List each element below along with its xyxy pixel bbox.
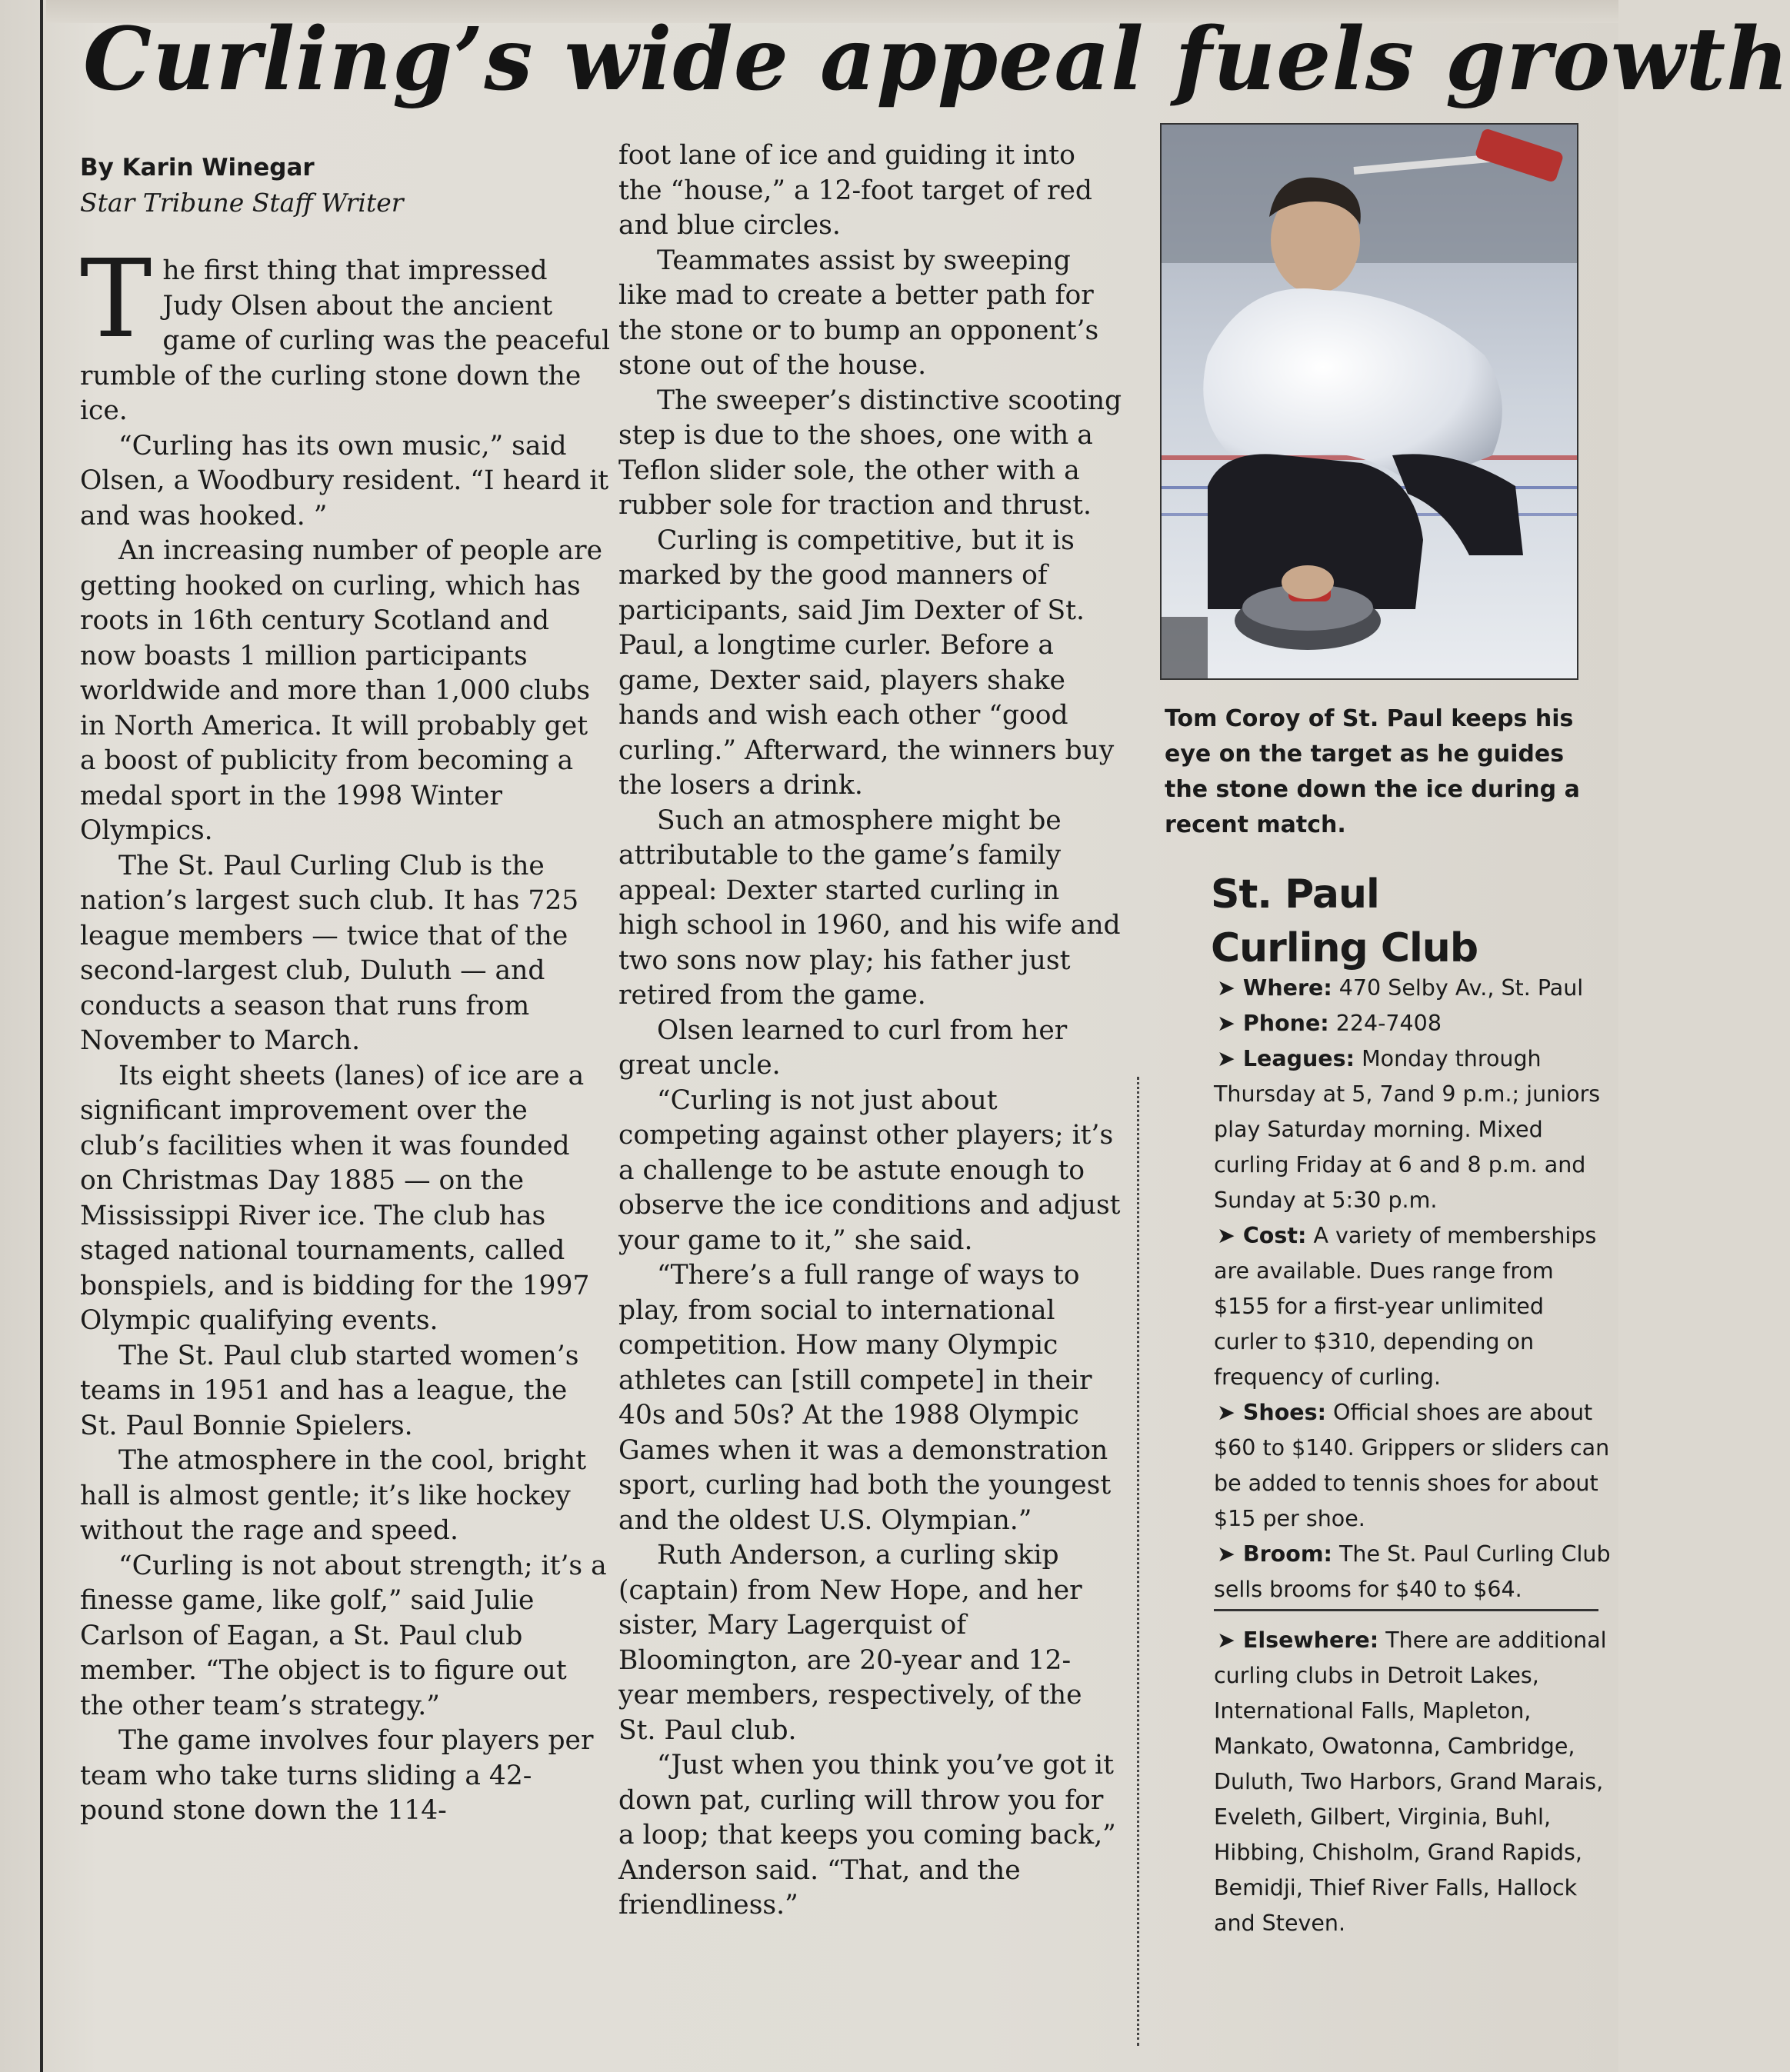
infobox-item-leagues: ➤ Leagues: Monday through Thursday at 5, 7and 9 p.m.; juniors play Saturday morning. Mixed curling Friday at 6 and 8 p.m. and Sunday at 5:30 p.m. bbox=[1214, 1046, 1601, 1213]
infobox-details bbox=[1214, 971, 1614, 1607]
paragraph: “Curling has its own music,” said Olsen, a Woodbury resident. “I heard it and was hooked. ” bbox=[80, 430, 609, 531]
arrow-icon: ➤ bbox=[1217, 1011, 1235, 1036]
arrow-icon: ➤ bbox=[1217, 1223, 1235, 1248]
byline-author: By Karin Winegar bbox=[80, 154, 315, 182]
paragraph: The game involves four players per team who take turns sliding a 42-pound stone down the 114- bbox=[80, 1725, 594, 1826]
infobox-item-phone: ➤ Phone: 224-7408 bbox=[1217, 1011, 1442, 1036]
arrow-icon: ➤ bbox=[1217, 1400, 1235, 1425]
arrow-icon: ➤ bbox=[1217, 1046, 1235, 1071]
paragraph: Such an atmosphere might be attributable to the game’s family appeal: Dexter started curling in high school in 1960, and his wife and two sons now play; his father just retired from the game. bbox=[618, 804, 1121, 1011]
infobox-title-line: Curling Club bbox=[1211, 925, 1478, 971]
paragraph: Curling is competitive, but it is marked by the good manners of participants, said Jim Dexter of St. Paul, a longtime curler. Before a game, Dexter said, players shake hands and wish each other “good curling.” Afterward, the winners buy the losers a drink. bbox=[618, 525, 1115, 801]
paragraph: “Just when you think you’ve got it down pat, curling will throw you for a loop; that keeps you coming back,” Anderson said. “That, and the friendliness.” bbox=[618, 1750, 1116, 1920]
paragraph: foot lane of ice and guiding it into the “house,” a 12-foot target of red and blue circles. bbox=[618, 140, 1092, 241]
paragraph: The St. Paul club started women’s teams in 1951 and has a league, the St. Paul Bonnie Spielers. bbox=[80, 1340, 579, 1441]
paragraph: The atmosphere in the cool, bright hall is almost gentle; it’s like hockey without the rage and speed. bbox=[80, 1445, 587, 1546]
curler-photo bbox=[1160, 123, 1578, 680]
infobox-title-line: St. Paul bbox=[1211, 871, 1379, 918]
headline: Curling’s wide appeal fuels growth bbox=[83, 9, 1790, 110]
paragraph: “Curling is not about strength; it’s a finesse game, like golf,” said Julie Carlson of Eagan, a St. Paul club member. “The object is to figure out the other team’s strategy.” bbox=[80, 1550, 607, 1721]
infobox-elsewhere bbox=[1214, 1623, 1614, 1941]
infobox-item-cost: ➤ Cost: A variety of memberships are available. Dues range from $155 for a first-year unlimited curler to $310, depending on frequency of curling. bbox=[1214, 1223, 1597, 1390]
arrow-icon: ➤ bbox=[1217, 1627, 1235, 1653]
paragraph: Its eight sheets (lanes) of ice are a significant improvement over the club’s facilities when it was founded on Christmas Day 1885 — on the Mississippi River ice. The club has staged national tournaments, called bonspiels, and is bidding for the 1997 Olympic qualifying events. bbox=[80, 1060, 590, 1336]
article-column-1 bbox=[80, 237, 611, 1829]
infobox-divider bbox=[1214, 1609, 1598, 1611]
infobox-title bbox=[1211, 868, 1565, 975]
infobox-item-broom: ➤ Broom: The St. Paul Curling Club sells brooms for $40 to $64. bbox=[1214, 1541, 1611, 1602]
infobox-item-where: ➤ Where: 470 Selby Av., St. Paul bbox=[1217, 975, 1584, 1001]
curler-illustration bbox=[1162, 125, 1577, 678]
paragraph: Ruth Anderson, a curling skip (captain) from New Hope, and her sister, Mary Lagerquist of Bloomington, are 20-year and 12-year members, respectively, of the St. Paul club. bbox=[618, 1540, 1082, 1746]
paragraph: Olsen learned to curl from her great uncle. bbox=[618, 1014, 1068, 1081]
arrow-icon: ➤ bbox=[1217, 1541, 1235, 1567]
photo-caption: Tom Coroy of St. Paul keeps his eye on the target as he guides the stone down the ice during a recent match. bbox=[1165, 705, 1580, 838]
drop-cap: T bbox=[80, 237, 152, 362]
paragraph: The first thing that impressed Judy Olsen about the ancient game of curling was the peaceful rumble of the curling stone down the ice. bbox=[80, 237, 611, 426]
arrow-icon: ➤ bbox=[1217, 975, 1235, 1001]
paragraph: The sweeper’s distinctive scooting step is due to the shoes, one with a Teflon slider sole, the other with a rubber sole for traction and thrust. bbox=[618, 385, 1122, 521]
paragraph: “Curling is not just about competing against other players; it’s a challenge to be astute enough to observe the ice conditions and adjust your game to it,” she said. bbox=[618, 1084, 1121, 1256]
left-margin-rule bbox=[40, 0, 43, 2072]
byline-title: Star Tribune Staff Writer bbox=[80, 188, 404, 218]
paragraph: “There’s a full range of ways to play, from social to international competition. How many Olympic athletes can [still compete] in their 40s and 50s? At the 1988 Olympic Games when it was a demonstration sport, curling had both the youngest and the oldest U.S. Olympian.” bbox=[618, 1260, 1112, 1536]
paragraph: Teammates assist by sweeping like mad to create a better path for the stone or to bump an opponent’s stone out of the house. bbox=[618, 245, 1099, 381]
column-divider-dotted bbox=[1137, 1077, 1139, 2046]
infobox-item-shoes: ➤ Shoes: Official shoes are about $60 to $140. Grippers or sliders can be added to tennis shoes for about $15 per shoe. bbox=[1214, 1400, 1610, 1531]
article-column-2 bbox=[618, 138, 1123, 1924]
paragraph: An increasing number of people are getting hooked on curling, which has roots in 16th century Scotland and now boasts 1 million participants worldwide and more than 1,000 clubs in North America. It will probably get a boost of publicity from becoming a medal sport in the 1998 Winter Olympics. bbox=[80, 535, 603, 846]
paragraph: The St. Paul Curling Club is the nation’s largest such club. It has 725 league members — twice that of the second-largest club, Duluth — and conducts a season that runs from November to March. bbox=[80, 850, 579, 1056]
infobox-item-elsewhere: ➤ Elsewhere: There are additional curling clubs in Detroit Lakes, International Falls, Mapleton, Mankato, Owatonna, Cambridge, Duluth, Two Harbors, Grand Marais, Eveleth, Gilbert, Virginia, Buhl, Hibbing, Chisholm, Grand Rapids, Bemidji, Thief River Falls, Hallock and Steven. bbox=[1214, 1627, 1607, 1936]
